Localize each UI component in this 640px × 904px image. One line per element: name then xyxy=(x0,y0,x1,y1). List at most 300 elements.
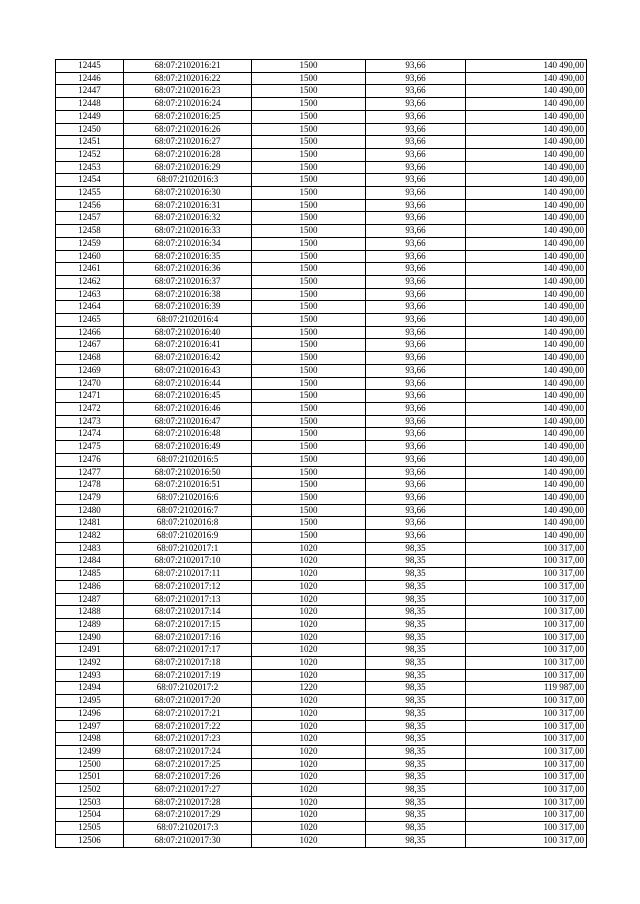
rate-cell: 93,66 xyxy=(366,136,466,149)
row-number: 12492 xyxy=(56,657,124,670)
table-row xyxy=(56,85,587,98)
row-number: 12458 xyxy=(56,225,124,238)
table-row xyxy=(56,796,587,809)
cadastral-number: 68:07:2102016:40 xyxy=(124,326,252,339)
rate-cell: 93,66 xyxy=(366,212,466,225)
table-row xyxy=(56,809,587,822)
row-number: 12473 xyxy=(56,415,124,428)
cadastral-number: 68:07:2102016:39 xyxy=(124,301,252,314)
area-cell: 1020 xyxy=(252,644,366,657)
area-cell: 1500 xyxy=(252,441,366,454)
rate-cell: 93,66 xyxy=(366,428,466,441)
table-row xyxy=(56,453,587,466)
value-cell: 100 317,00 xyxy=(466,745,587,758)
rate-cell: 98,35 xyxy=(366,834,466,847)
value-cell: 140 490,00 xyxy=(466,275,587,288)
area-cell: 1500 xyxy=(252,479,366,492)
row-number: 12503 xyxy=(56,796,124,809)
value-cell: 140 490,00 xyxy=(466,263,587,276)
area-cell: 1500 xyxy=(252,364,366,377)
cadastral-number: 68:07:2102016:23 xyxy=(124,85,252,98)
cadastral-number: 68:07:2102016:49 xyxy=(124,441,252,454)
value-cell: 100 317,00 xyxy=(466,796,587,809)
value-cell: 140 490,00 xyxy=(466,250,587,263)
row-number: 12481 xyxy=(56,517,124,530)
table-row xyxy=(56,568,587,581)
area-cell: 1020 xyxy=(252,784,366,797)
table-row xyxy=(56,263,587,276)
cadastral-number: 68:07:2102017:16 xyxy=(124,631,252,644)
value-cell: 100 317,00 xyxy=(466,644,587,657)
rate-cell: 98,35 xyxy=(366,593,466,606)
table-row xyxy=(56,822,587,835)
table-row xyxy=(56,72,587,85)
area-cell: 1500 xyxy=(252,98,366,111)
cadastral-number: 68:07:2102016:8 xyxy=(124,517,252,530)
row-number: 12475 xyxy=(56,441,124,454)
table-row xyxy=(56,377,587,390)
value-cell: 100 317,00 xyxy=(466,657,587,670)
rate-cell: 98,35 xyxy=(366,771,466,784)
rate-cell: 93,66 xyxy=(366,263,466,276)
area-cell: 1020 xyxy=(252,669,366,682)
cadastral-number: 68:07:2102017:24 xyxy=(124,745,252,758)
row-number: 12453 xyxy=(56,161,124,174)
cadastral-number: 68:07:2102016:51 xyxy=(124,479,252,492)
value-cell: 140 490,00 xyxy=(466,390,587,403)
cadastral-number: 68:07:2102016:46 xyxy=(124,402,252,415)
table-row xyxy=(56,479,587,492)
value-cell: 140 490,00 xyxy=(466,377,587,390)
table-row xyxy=(56,199,587,212)
table-row xyxy=(56,161,587,174)
rate-cell: 93,66 xyxy=(366,453,466,466)
rate-cell: 98,35 xyxy=(366,758,466,771)
table-row xyxy=(56,352,587,365)
table-row xyxy=(56,428,587,441)
value-cell: 100 317,00 xyxy=(466,834,587,847)
value-cell: 140 490,00 xyxy=(466,491,587,504)
rate-cell: 93,66 xyxy=(366,326,466,339)
rate-cell: 93,66 xyxy=(366,314,466,327)
value-cell: 100 317,00 xyxy=(466,606,587,619)
table-row xyxy=(56,237,587,250)
area-cell: 1500 xyxy=(252,377,366,390)
area-cell: 1500 xyxy=(252,250,366,263)
table-row xyxy=(56,98,587,111)
rate-cell: 98,35 xyxy=(366,745,466,758)
cadastral-number: 68:07:2102016:30 xyxy=(124,187,252,200)
row-number: 12504 xyxy=(56,809,124,822)
area-cell: 1500 xyxy=(252,199,366,212)
value-cell: 100 317,00 xyxy=(466,593,587,606)
table-row xyxy=(56,542,587,555)
row-number: 12493 xyxy=(56,669,124,682)
value-cell: 100 317,00 xyxy=(466,720,587,733)
value-cell: 140 490,00 xyxy=(466,530,587,543)
area-cell: 1020 xyxy=(252,796,366,809)
value-cell: 100 317,00 xyxy=(466,631,587,644)
rate-cell: 93,66 xyxy=(366,479,466,492)
area-cell: 1020 xyxy=(252,618,366,631)
cadastral-number: 68:07:2102016:7 xyxy=(124,504,252,517)
area-cell: 1500 xyxy=(252,60,366,73)
table-row xyxy=(56,758,587,771)
rate-cell: 93,66 xyxy=(366,352,466,365)
row-number: 12466 xyxy=(56,326,124,339)
value-cell: 140 490,00 xyxy=(466,60,587,73)
table-row xyxy=(56,174,587,187)
area-cell: 1020 xyxy=(252,631,366,644)
row-number: 12491 xyxy=(56,644,124,657)
cadastral-number: 68:07:2102017:17 xyxy=(124,644,252,657)
table-row xyxy=(56,606,587,619)
table-row xyxy=(56,225,587,238)
area-cell: 1500 xyxy=(252,504,366,517)
rate-cell: 98,35 xyxy=(366,809,466,822)
value-cell: 100 317,00 xyxy=(466,542,587,555)
row-number: 12505 xyxy=(56,822,124,835)
row-number: 12487 xyxy=(56,593,124,606)
table-row xyxy=(56,745,587,758)
table-row xyxy=(56,530,587,543)
area-cell: 1500 xyxy=(252,415,366,428)
rate-cell: 93,66 xyxy=(366,199,466,212)
table-row xyxy=(56,415,587,428)
area-cell: 1500 xyxy=(252,339,366,352)
table-row xyxy=(56,834,587,847)
cadastral-number: 68:07:2102016:45 xyxy=(124,390,252,403)
rate-cell: 98,35 xyxy=(366,657,466,670)
rate-cell: 93,66 xyxy=(366,390,466,403)
cadastral-number: 68:07:2102016:32 xyxy=(124,212,252,225)
rate-cell: 93,66 xyxy=(366,225,466,238)
table-row xyxy=(56,402,587,415)
rate-cell: 98,35 xyxy=(366,695,466,708)
area-cell: 1020 xyxy=(252,733,366,746)
area-cell: 1020 xyxy=(252,707,366,720)
row-number: 12454 xyxy=(56,174,124,187)
cadastral-number: 68:07:2102016:43 xyxy=(124,364,252,377)
cadastral-number: 68:07:2102016:35 xyxy=(124,250,252,263)
value-cell: 140 490,00 xyxy=(466,199,587,212)
table-row xyxy=(56,631,587,644)
area-cell: 1020 xyxy=(252,822,366,835)
table-row xyxy=(56,288,587,301)
rate-cell: 93,66 xyxy=(366,123,466,136)
value-cell: 140 490,00 xyxy=(466,85,587,98)
row-number: 12495 xyxy=(56,695,124,708)
cadastral-number: 68:07:2102016:4 xyxy=(124,314,252,327)
value-cell: 100 317,00 xyxy=(466,733,587,746)
row-number: 12500 xyxy=(56,758,124,771)
area-cell: 1500 xyxy=(252,212,366,225)
table-row xyxy=(56,339,587,352)
table-row xyxy=(56,771,587,784)
area-cell: 1020 xyxy=(252,809,366,822)
rate-cell: 93,66 xyxy=(366,110,466,123)
row-number: 12456 xyxy=(56,199,124,212)
area-cell: 1020 xyxy=(252,695,366,708)
row-number: 12490 xyxy=(56,631,124,644)
cadastral-number: 68:07:2102017:2 xyxy=(124,682,252,695)
cadastral-number: 68:07:2102017:15 xyxy=(124,618,252,631)
area-cell: 1020 xyxy=(252,555,366,568)
cadastral-number: 68:07:2102016:9 xyxy=(124,530,252,543)
rate-cell: 98,35 xyxy=(366,707,466,720)
cadastral-number: 68:07:2102016:33 xyxy=(124,225,252,238)
rate-cell: 93,66 xyxy=(366,250,466,263)
rate-cell: 98,35 xyxy=(366,618,466,631)
rate-cell: 98,35 xyxy=(366,542,466,555)
area-cell: 1020 xyxy=(252,758,366,771)
rate-cell: 93,66 xyxy=(366,288,466,301)
row-number: 12496 xyxy=(56,707,124,720)
value-cell: 140 490,00 xyxy=(466,466,587,479)
table-row xyxy=(56,555,587,568)
row-number: 12485 xyxy=(56,568,124,581)
area-cell: 1500 xyxy=(252,123,366,136)
area-cell: 1020 xyxy=(252,720,366,733)
cadastral-number: 68:07:2102017:13 xyxy=(124,593,252,606)
cadastral-number: 68:07:2102017:30 xyxy=(124,834,252,847)
row-number: 12467 xyxy=(56,339,124,352)
value-cell: 140 490,00 xyxy=(466,326,587,339)
value-cell: 140 490,00 xyxy=(466,148,587,161)
row-number: 12446 xyxy=(56,72,124,85)
value-cell: 140 490,00 xyxy=(466,402,587,415)
area-cell: 1020 xyxy=(252,542,366,555)
rate-cell: 93,66 xyxy=(366,530,466,543)
area-cell: 1020 xyxy=(252,657,366,670)
row-number: 12472 xyxy=(56,402,124,415)
rate-cell: 98,35 xyxy=(366,631,466,644)
rate-cell: 93,66 xyxy=(366,339,466,352)
value-cell: 140 490,00 xyxy=(466,174,587,187)
value-cell: 100 317,00 xyxy=(466,758,587,771)
value-cell: 140 490,00 xyxy=(466,225,587,238)
row-number: 12506 xyxy=(56,834,124,847)
area-cell: 1500 xyxy=(252,466,366,479)
row-number: 12497 xyxy=(56,720,124,733)
table-row xyxy=(56,250,587,263)
cadastral-number: 68:07:2102017:23 xyxy=(124,733,252,746)
value-cell: 100 317,00 xyxy=(466,618,587,631)
rate-cell: 93,66 xyxy=(366,466,466,479)
cadastral-number: 68:07:2102016:29 xyxy=(124,161,252,174)
row-number: 12474 xyxy=(56,428,124,441)
value-cell: 140 490,00 xyxy=(466,504,587,517)
rate-cell: 93,66 xyxy=(366,60,466,73)
area-cell: 1020 xyxy=(252,834,366,847)
cadastral-number: 68:07:2102016:28 xyxy=(124,148,252,161)
area-cell: 1020 xyxy=(252,745,366,758)
cadastral-number: 68:07:2102016:26 xyxy=(124,123,252,136)
value-cell: 140 490,00 xyxy=(466,123,587,136)
table-row xyxy=(56,720,587,733)
rate-cell: 93,66 xyxy=(366,174,466,187)
row-number: 12478 xyxy=(56,479,124,492)
area-cell: 1020 xyxy=(252,568,366,581)
area-cell: 1500 xyxy=(252,174,366,187)
rate-cell: 93,66 xyxy=(366,98,466,111)
area-cell: 1020 xyxy=(252,606,366,619)
rate-cell: 98,35 xyxy=(366,822,466,835)
table-row xyxy=(56,364,587,377)
value-cell: 140 490,00 xyxy=(466,441,587,454)
cadastral-number: 68:07:2102017:19 xyxy=(124,669,252,682)
row-number: 12460 xyxy=(56,250,124,263)
area-cell: 1500 xyxy=(252,275,366,288)
row-number: 12450 xyxy=(56,123,124,136)
cadastral-number: 68:07:2102017:22 xyxy=(124,720,252,733)
value-cell: 140 490,00 xyxy=(466,110,587,123)
table-row xyxy=(56,148,587,161)
value-cell: 140 490,00 xyxy=(466,364,587,377)
cadastral-number: 68:07:2102016:3 xyxy=(124,174,252,187)
row-number: 12470 xyxy=(56,377,124,390)
table-row xyxy=(56,123,587,136)
cadastral-number: 68:07:2102016:22 xyxy=(124,72,252,85)
row-number: 12455 xyxy=(56,187,124,200)
area-cell: 1500 xyxy=(252,326,366,339)
row-number: 12471 xyxy=(56,390,124,403)
rate-cell: 93,66 xyxy=(366,415,466,428)
value-cell: 140 490,00 xyxy=(466,517,587,530)
value-cell: 100 317,00 xyxy=(466,568,587,581)
value-cell: 119 987,00 xyxy=(466,682,587,695)
rate-cell: 93,66 xyxy=(366,72,466,85)
table-row xyxy=(56,110,587,123)
row-number: 12464 xyxy=(56,301,124,314)
value-cell: 100 317,00 xyxy=(466,707,587,720)
row-number: 12476 xyxy=(56,453,124,466)
area-cell: 1500 xyxy=(252,428,366,441)
table-row xyxy=(56,275,587,288)
rate-cell: 98,35 xyxy=(366,580,466,593)
table-row xyxy=(56,695,587,708)
area-cell: 1500 xyxy=(252,491,366,504)
cadastral-number: 68:07:2102016:5 xyxy=(124,453,252,466)
table-row xyxy=(56,301,587,314)
row-number: 12498 xyxy=(56,733,124,746)
table-row xyxy=(56,517,587,530)
value-cell: 140 490,00 xyxy=(466,98,587,111)
row-number: 12477 xyxy=(56,466,124,479)
table-row xyxy=(56,136,587,149)
cadastral-number: 68:07:2102016:50 xyxy=(124,466,252,479)
rate-cell: 98,35 xyxy=(366,555,466,568)
cadastral-number: 68:07:2102017:20 xyxy=(124,695,252,708)
rate-cell: 93,66 xyxy=(366,275,466,288)
rate-cell: 93,66 xyxy=(366,301,466,314)
value-cell: 100 317,00 xyxy=(466,695,587,708)
rate-cell: 98,35 xyxy=(366,682,466,695)
cadastral-number: 68:07:2102016:31 xyxy=(124,199,252,212)
rate-cell: 93,66 xyxy=(366,491,466,504)
table-row xyxy=(56,707,587,720)
row-number: 12494 xyxy=(56,682,124,695)
cadastral-number: 68:07:2102017:10 xyxy=(124,555,252,568)
area-cell: 1500 xyxy=(252,402,366,415)
area-cell: 1500 xyxy=(252,237,366,250)
table-row xyxy=(56,504,587,517)
cadastral-number: 68:07:2102016:38 xyxy=(124,288,252,301)
row-number: 12483 xyxy=(56,542,124,555)
cadastral-number: 68:07:2102017:29 xyxy=(124,809,252,822)
row-number: 12448 xyxy=(56,98,124,111)
value-cell: 140 490,00 xyxy=(466,352,587,365)
value-cell: 140 490,00 xyxy=(466,288,587,301)
rate-cell: 98,35 xyxy=(366,644,466,657)
rate-cell: 93,66 xyxy=(366,441,466,454)
area-cell: 1020 xyxy=(252,580,366,593)
rate-cell: 93,66 xyxy=(366,187,466,200)
value-cell: 100 317,00 xyxy=(466,555,587,568)
cadastral-number: 68:07:2102017:18 xyxy=(124,657,252,670)
table-row xyxy=(56,326,587,339)
row-number: 12463 xyxy=(56,288,124,301)
cadastral-number: 68:07:2102016:25 xyxy=(124,110,252,123)
row-number: 12459 xyxy=(56,237,124,250)
table-row xyxy=(56,733,587,746)
rate-cell: 98,35 xyxy=(366,606,466,619)
rate-cell: 93,66 xyxy=(366,504,466,517)
row-number: 12488 xyxy=(56,606,124,619)
cadastral-number: 68:07:2102017:12 xyxy=(124,580,252,593)
cadastral-number: 68:07:2102017:21 xyxy=(124,707,252,720)
table-row xyxy=(56,784,587,797)
cadastral-number: 68:07:2102016:36 xyxy=(124,263,252,276)
cadastral-number: 68:07:2102016:6 xyxy=(124,491,252,504)
area-cell: 1500 xyxy=(252,148,366,161)
table-row xyxy=(56,314,587,327)
cadastral-number: 68:07:2102017:28 xyxy=(124,796,252,809)
row-number: 12480 xyxy=(56,504,124,517)
value-cell: 100 317,00 xyxy=(466,669,587,682)
cadastral-number: 68:07:2102016:27 xyxy=(124,136,252,149)
cadastral-number: 68:07:2102016:41 xyxy=(124,339,252,352)
cadastral-number: 68:07:2102017:14 xyxy=(124,606,252,619)
value-cell: 100 317,00 xyxy=(466,784,587,797)
value-cell: 140 490,00 xyxy=(466,301,587,314)
row-number: 12452 xyxy=(56,148,124,161)
row-number: 12482 xyxy=(56,530,124,543)
table-row xyxy=(56,390,587,403)
area-cell: 1220 xyxy=(252,682,366,695)
area-cell: 1020 xyxy=(252,593,366,606)
parcel-table-body xyxy=(56,60,587,848)
value-cell: 140 490,00 xyxy=(466,428,587,441)
cadastral-number: 68:07:2102016:42 xyxy=(124,352,252,365)
area-cell: 1500 xyxy=(252,263,366,276)
cadastral-number: 68:07:2102017:25 xyxy=(124,758,252,771)
row-number: 12501 xyxy=(56,771,124,784)
rate-cell: 98,35 xyxy=(366,784,466,797)
value-cell: 140 490,00 xyxy=(466,161,587,174)
rate-cell: 93,66 xyxy=(366,161,466,174)
rate-cell: 93,66 xyxy=(366,148,466,161)
rate-cell: 98,35 xyxy=(366,720,466,733)
cadastral-number: 68:07:2102016:21 xyxy=(124,60,252,73)
row-number: 12451 xyxy=(56,136,124,149)
area-cell: 1020 xyxy=(252,771,366,784)
cadastral-number: 68:07:2102016:44 xyxy=(124,377,252,390)
row-number: 12469 xyxy=(56,364,124,377)
area-cell: 1500 xyxy=(252,136,366,149)
area-cell: 1500 xyxy=(252,314,366,327)
row-number: 12461 xyxy=(56,263,124,276)
